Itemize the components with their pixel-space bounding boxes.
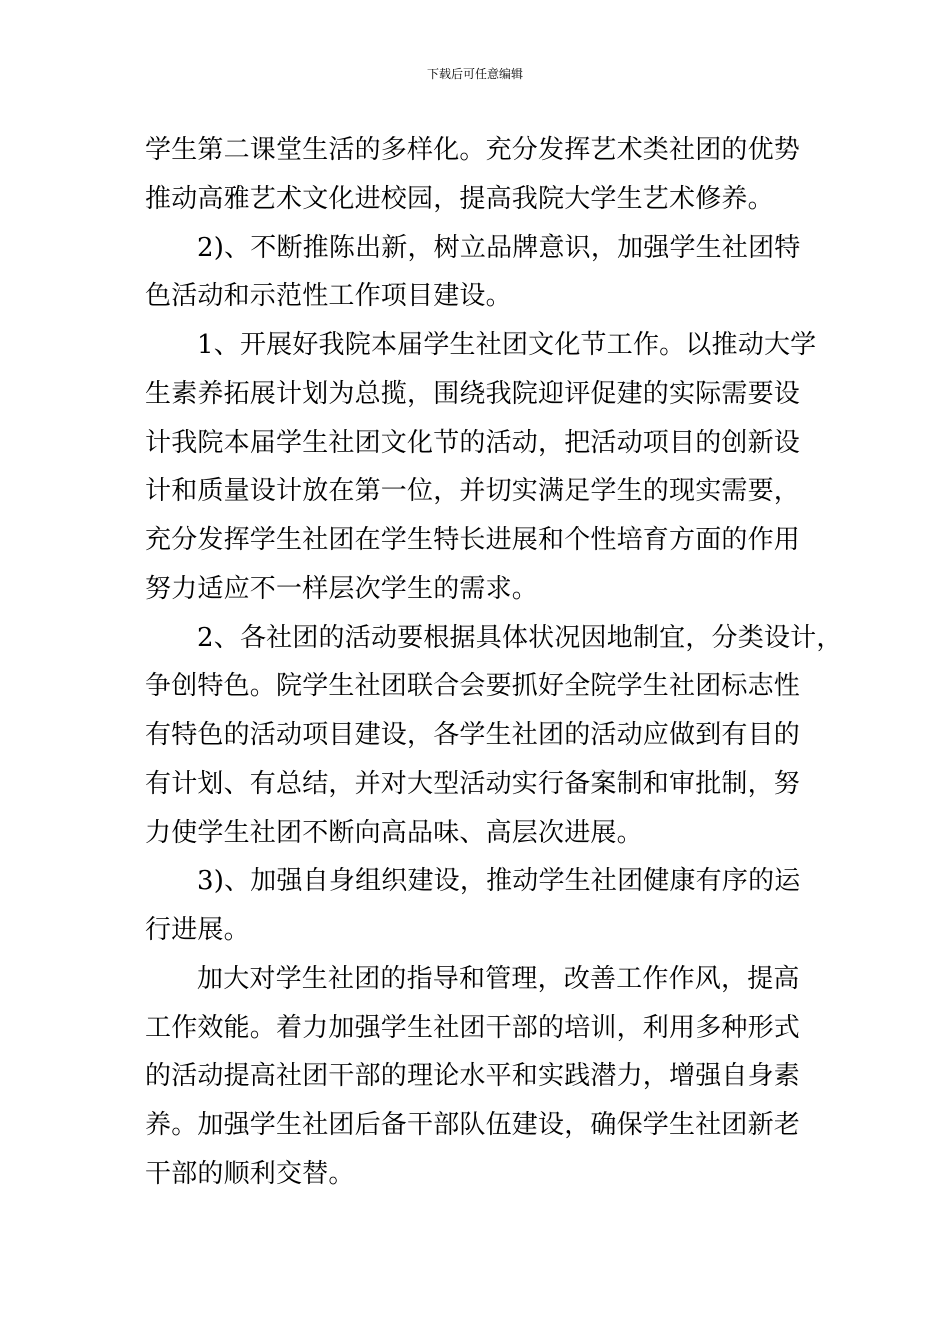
text-line: 充分发挥学生社团在学生特长进展和个性培育方面的作用	[145, 525, 801, 555]
text-line: 力使学生社团不断向高品味、高层次进展。	[145, 817, 643, 848]
text-line: 有特色的活动项目建设，各学生社团的活动应做到有目的	[145, 720, 801, 750]
paragraph-start-line: 1、开展好我院本届学生社团文化节工作。以推动大学	[197, 330, 817, 360]
text-line: 计我院本届学生社团文化节的活动，把活动项目的创新设	[145, 427, 801, 458]
text-line: 工作效能。着力加强学生社团干部的培训，利用多种形式	[145, 1012, 801, 1043]
text-line: 养。加强学生社团后备干部队伍建设，确保学生社团新老	[145, 1110, 801, 1140]
paragraph-start-line: 2)、不断推陈出新，树立品牌意识，加强学生社团特	[197, 232, 801, 263]
text-line: 生素养拓展计划为总揽，围绕我院迎评促建的实际需要设	[145, 378, 801, 409]
document-body	[145, 126, 843, 1199]
text-line: 学生第二课堂生活的多样化。充分发挥艺术类社团的优势	[145, 135, 801, 165]
paragraph-start-line: 加大对学生社团的指导和管理，改善工作作风，提高	[197, 963, 800, 994]
text-line: 计和质量设计放在第一位，并切实满足学生的现实需要，	[145, 476, 801, 507]
text-line: 的活动提高社团干部的理论水平和实践潜力，增强自身素	[145, 1061, 801, 1092]
paragraph-start-line: 3)、加强自身组织建设，推动学生社团健康有序的运	[197, 866, 801, 897]
text-line: 争创特色。院学生社团联合会要抓好全院学生社团标志性	[145, 671, 801, 702]
text-line: 努力适应不一样层次学生的需求。	[145, 573, 539, 604]
text-line: 干部的顺利交替。	[145, 1158, 355, 1189]
text-line: 有计划、有总结，并对大型活动实行备案制和审批制，努	[145, 768, 801, 799]
text-line: 色活动和示范性工作项目建设。	[145, 281, 512, 312]
text-line: 行进展。	[145, 915, 250, 945]
paragraph-start-line: 2、各社团的活动要根据具体状况因地制宜，分类设计，	[197, 622, 843, 653]
page-header: 下载后可任意编辑	[426, 67, 523, 81]
text-line: 推动高雅艺术文化进校园，提高我院大学生艺术修养。	[145, 183, 774, 214]
